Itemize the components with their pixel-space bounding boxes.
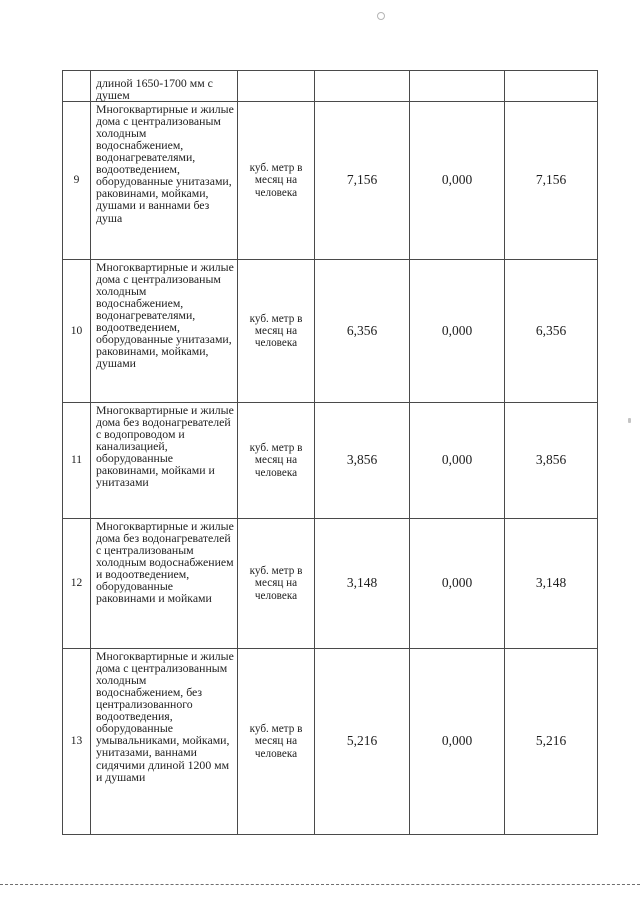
row-number-cell bbox=[63, 71, 91, 102]
row-unit: куб. метр в месяц на человека bbox=[238, 649, 315, 835]
row-value-2: 0,000 bbox=[410, 102, 505, 260]
scan-mark bbox=[377, 12, 385, 20]
row-description: Многоквартирные и жилые дома с централизованым холодным водоснабжением, водонагревателями, водоотведением, оборудованные унитазами, раковинами, мойками, душами bbox=[91, 260, 238, 403]
row-unit: куб. метр в месяц на человека bbox=[238, 102, 315, 260]
row-unit: куб. метр в месяц на человека bbox=[238, 260, 315, 403]
row-number: 12 bbox=[63, 519, 91, 649]
row-value-3: 7,156 bbox=[505, 102, 598, 260]
row-number: 13 bbox=[63, 649, 91, 835]
table-row bbox=[63, 260, 598, 403]
row-value-3: 5,216 bbox=[505, 649, 598, 835]
scan-speck bbox=[628, 418, 631, 423]
table-row bbox=[63, 519, 598, 649]
row-number: 11 bbox=[63, 403, 91, 519]
row-value-2 bbox=[410, 71, 505, 102]
row-number: 10 bbox=[63, 260, 91, 403]
row-value-2: 0,000 bbox=[410, 403, 505, 519]
row-value-3: 3,856 bbox=[505, 403, 598, 519]
row-value-1: 5,216 bbox=[315, 649, 410, 835]
row-description: Многоквартирные и жилые дома с централизованным холодным водоснабжением, без централизованного водоотведения, оборудованные умывальниками, мойками, унитазами, ваннами сидячими длиной 1200 мм и душами bbox=[91, 649, 238, 835]
row-description: Многоквартирные и жилые дома с централизованым холодным водоснабжением, водонагревателями, водоотведением, оборудованные унитазами, раковинами, мойками, душами и ваннами без душа bbox=[91, 102, 238, 260]
row-value-1: 3,856 bbox=[315, 403, 410, 519]
row-description: длиной 1650-1700 мм с душем bbox=[91, 71, 238, 102]
row-value-1: 7,156 bbox=[315, 102, 410, 260]
norms-table bbox=[62, 70, 598, 835]
page-bottom-edge bbox=[0, 884, 640, 885]
row-value-1 bbox=[315, 71, 410, 102]
row-unit: куб. метр в месяц на человека bbox=[238, 519, 315, 649]
row-unit bbox=[238, 71, 315, 102]
row-number: 9 bbox=[63, 102, 91, 260]
row-description: Многоквартирные и жилые дома без водонагревателей с централизованым холодным водоснабжением и водоотведением, оборудованные раковинами и мойками bbox=[91, 519, 238, 649]
table-row bbox=[63, 102, 598, 260]
row-value-3 bbox=[505, 71, 598, 102]
row-value-2: 0,000 bbox=[410, 649, 505, 835]
row-value-3: 6,356 bbox=[505, 260, 598, 403]
row-value-1: 6,356 bbox=[315, 260, 410, 403]
row-unit: куб. метр в месяц на человека bbox=[238, 403, 315, 519]
row-value-3: 3,148 bbox=[505, 519, 598, 649]
table-row bbox=[63, 649, 598, 835]
row-value-2: 0,000 bbox=[410, 260, 505, 403]
row-value-2: 0,000 bbox=[410, 519, 505, 649]
table-row bbox=[63, 403, 598, 519]
row-value-1: 3,148 bbox=[315, 519, 410, 649]
row-description: Многоквартирные и жилые дома без водонагревателей с водопроводом и канализацией, оборудованные раковинами, мойками и унитазами bbox=[91, 403, 238, 519]
table-row-continuation bbox=[63, 71, 598, 102]
